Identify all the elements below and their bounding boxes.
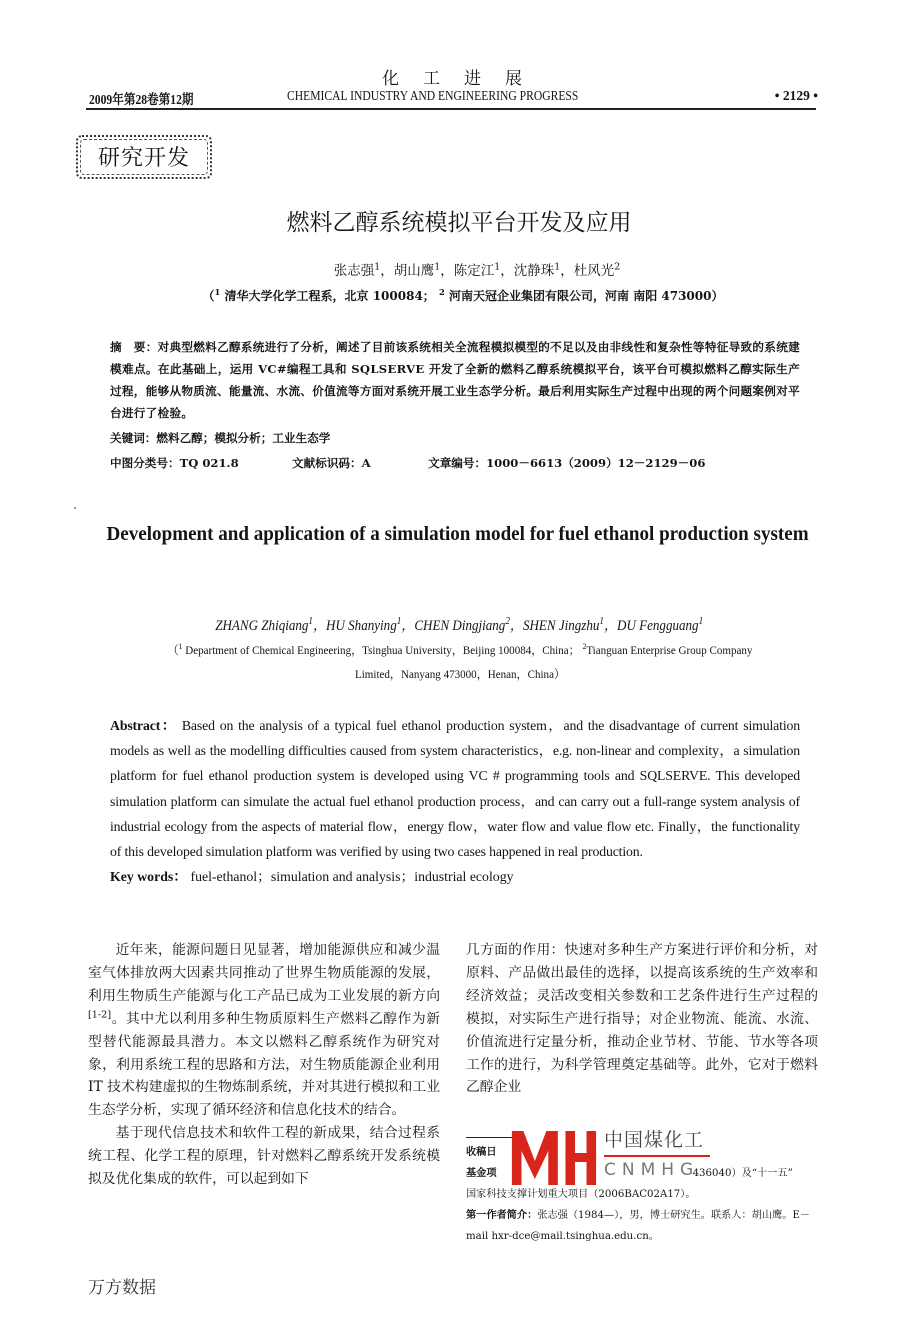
aff-num: 2 (439, 287, 445, 297)
affiliation-2-en: Tianguan Enterprise Group Company Limited，Nanyang 473000，Henan，China） (354, 643, 753, 681)
clc-label: 中图分类号： (110, 456, 180, 470)
abstract-en (110, 713, 800, 864)
page-number: • 2129 • (774, 88, 818, 103)
watermark-name-cn: 中国煤化工 (604, 1129, 705, 1151)
article-number-label: 文章编号： (428, 456, 487, 470)
article-number-value: 1000－6613（2009）12－2129－06 (486, 456, 706, 470)
journal-title-en: CHEMICAL INDUSTRY AND ENGINEERING PROGRESS (287, 88, 579, 103)
keywords-text-en: fuel-ethanol；simulation and analysis；industrial ecology (187, 869, 514, 885)
paragraph (88, 1122, 440, 1191)
author-affiliation-number: 2 (614, 261, 621, 273)
author-name: 沈静珠 (513, 263, 555, 279)
footnote-fund-cont: 国家科技支撑计划重大项目（2006BAC02A17）。 (466, 1189, 696, 1200)
journal-title-cn: 化工进展 (382, 69, 546, 89)
author-name: DU Fengguang (617, 618, 699, 634)
affiliation-2: 河南天冠企业集团有限公司，河南 南阳 473000） (449, 289, 724, 303)
mh-logo-icon (510, 1127, 598, 1185)
classification-row (110, 452, 800, 474)
author-name: 陈定江 (453, 263, 495, 279)
watermark-name-en: CNMHG (604, 1160, 700, 1180)
paragraph-text: 。其中尤以利用多种生物质原料生产燃料乙醇作为新型替代能源最具潜力。本文以燃料乙醇系统作为研究对象，利用系统工程的思路和方法，对生物质能源企业利用 IT 技术构建虚拟的生物炼制系统，并对其进行模拟和工业生态学分析，实现了循环经济和信息化技术的结合。 (88, 1010, 440, 1119)
separator: ， (603, 618, 618, 634)
keywords-label-en: Key words： (110, 869, 188, 885)
doc-code-label: 文献标识码： (292, 456, 362, 470)
author-name: ZHANG Zhiqiang (215, 618, 309, 634)
author-affiliation-number: 1 (308, 616, 313, 628)
paper-title-en: Development and application of a simulation model for fuel ethanol production system (106, 523, 809, 545)
section-tag (76, 135, 212, 179)
separator: ， (500, 263, 514, 279)
doc-code-value: A (361, 456, 371, 470)
author-affiliation-number: 1 (599, 616, 604, 628)
footnote-text: 436040）及“十一五” (692, 1168, 793, 1179)
keywords-label-cn: 关键词： (110, 431, 157, 445)
separator: ， (560, 263, 574, 279)
clc-value: TQ 021.8 (179, 456, 239, 470)
paren-open: （ (202, 289, 215, 303)
footnote-author (466, 1205, 818, 1247)
header-rule (86, 108, 816, 110)
footnote-label: 基金项 (466, 1168, 497, 1179)
affiliations-en (147, 638, 773, 686)
section-tag-label: 研究开发 (97, 146, 190, 171)
body-column-right (466, 939, 818, 1099)
author-affiliation-number: 1 (494, 261, 501, 273)
paragraph-text: 基于现代信息技术和软件工程的新成果，结合过程系统工程、化学工程的原理，针对燃料乙醇系统开发系统模拟及优化集成的软件，可以起到如下 (88, 1125, 440, 1188)
paper-title-cn: 燃料乙醇系统模拟平台开发及应用 (286, 210, 632, 236)
paren-open: （ (167, 643, 179, 657)
watermark-rule (604, 1155, 710, 1157)
keywords-en (110, 864, 800, 889)
separator: ， (509, 618, 523, 634)
scan-speck (74, 507, 76, 509)
author-list-en (45, 614, 859, 635)
abstract-label-cn: 摘 要： (110, 340, 158, 354)
issue-info: 2009年第28卷第12期 (89, 92, 194, 107)
citation-link[interactable]: [1-2] (88, 1009, 112, 1021)
separator: ， (380, 263, 394, 279)
footnote-text: 张志强（1984—），男，博士研究生。联系人：胡山鹰。E－mail hxr-dce@mail.tsinghua.edu.cn。 (466, 1210, 811, 1242)
author-name: HU Shanying (326, 618, 397, 634)
aff-num: 1 (214, 287, 221, 297)
paragraph-text: 近年来，能源问题日见显著，增加能源供应和减少温室气体排放两大因素共同推动了世界生物质能源的发展，利用生物质生产能源与化工产品已成为工业发展的新方向 (88, 942, 440, 1004)
author-name: 张志强 (333, 263, 375, 279)
keywords-text-cn: 燃料乙醇；模拟分析；工业生态学 (156, 431, 331, 445)
abstract-text-cn: 对典型燃料乙醇系统进行了分析，阐述了目前该系统相关全流程模拟模型的不足以及由非线性和复杂性等特征导致的系统建模难点。在此基础上，运用 VC#编程工具和 SQLSERVE 开发了全新的燃料乙醇系统模拟平台，该平台可模拟燃料乙醇实际生产过程，能够从物质流、能量流、水流、价值流等方面对系统开展工业生态学分析。最后利用实际生产过程中出现的两个问题案例对平台进行了检验。 (110, 340, 800, 420)
affiliation-1: 清华大学化学工程系，北京 100084； (224, 289, 435, 303)
affiliations-cn (0, 287, 904, 304)
paragraph (88, 939, 440, 1122)
body-column-left (88, 939, 440, 1191)
abstract-block-cn (110, 336, 800, 474)
footnote-label: 收稿日 (466, 1147, 497, 1158)
abstract-block-en (110, 713, 800, 889)
author-affiliation-number: 1 (434, 261, 441, 273)
separator: ， (312, 618, 327, 634)
author-name: SHEN Jingzhu (522, 618, 600, 634)
author-affiliation-number: 1 (554, 261, 561, 273)
separator: ， (440, 263, 454, 279)
aff-num: 1 (178, 642, 183, 651)
source-watermark: 万方数据 (88, 1278, 156, 1298)
affiliation-1-en: Department of Chemical Engineering，Tsinghua University，Beijing 100084，China； (182, 643, 580, 657)
author-name: 杜风光 (573, 263, 615, 279)
aff-num: 2 (582, 642, 587, 651)
watermark-logo (510, 1127, 724, 1185)
author-affiliation-number: 1 (698, 616, 704, 628)
abstract-cn (110, 336, 800, 424)
author-affiliation-number: 2 (505, 616, 510, 628)
author-name: 胡山鹰 (393, 263, 435, 279)
author-name: CHEN Dingjiang (414, 618, 506, 634)
abstract-label-en: Abstract： (110, 718, 177, 733)
footnote-label: 第一作者简介： (466, 1210, 538, 1221)
paragraph: 几方面的作用：快速对多种生产方案进行评价和分析，对原料、产品做出最佳的选择，以提高该系统的生产效率和经济效益；灵活改变相关参数和工艺条件进行生产过程的模拟，对实际生产进行指导；对企业物流、能流、水流、价值流进行定量分析，推动企业节材、节能、节水等各项工作的进行，为科学管理奠定基础等。此外，它对于燃料乙醇企业 (466, 942, 818, 1096)
author-affiliation-number: 1 (396, 616, 402, 628)
keywords-cn (110, 427, 800, 449)
author-list-cn (0, 259, 904, 279)
separator: ， (401, 618, 415, 634)
abstract-text-en: Based on the analysis of a typical fuel ethanol production system，and the disadvantage of current simulation models as well as the modelling difficulties caused from system characteristics，e.g. non-linear and complexity，a simulation platform for fuel ethanol production system is developed using VC # programming tools and SQLSERVE. This developed simulation platform can simulate the actual fuel ethanol production process，and can carry out a full-range system analysis of industrial ecology from the aspects of material flow，energy flow，water flow and value flow etc. Finally，the functionality of this developed simulation platform was verified by using two cases happened in real production. (110, 718, 801, 860)
author-affiliation-number: 1 (374, 261, 381, 273)
